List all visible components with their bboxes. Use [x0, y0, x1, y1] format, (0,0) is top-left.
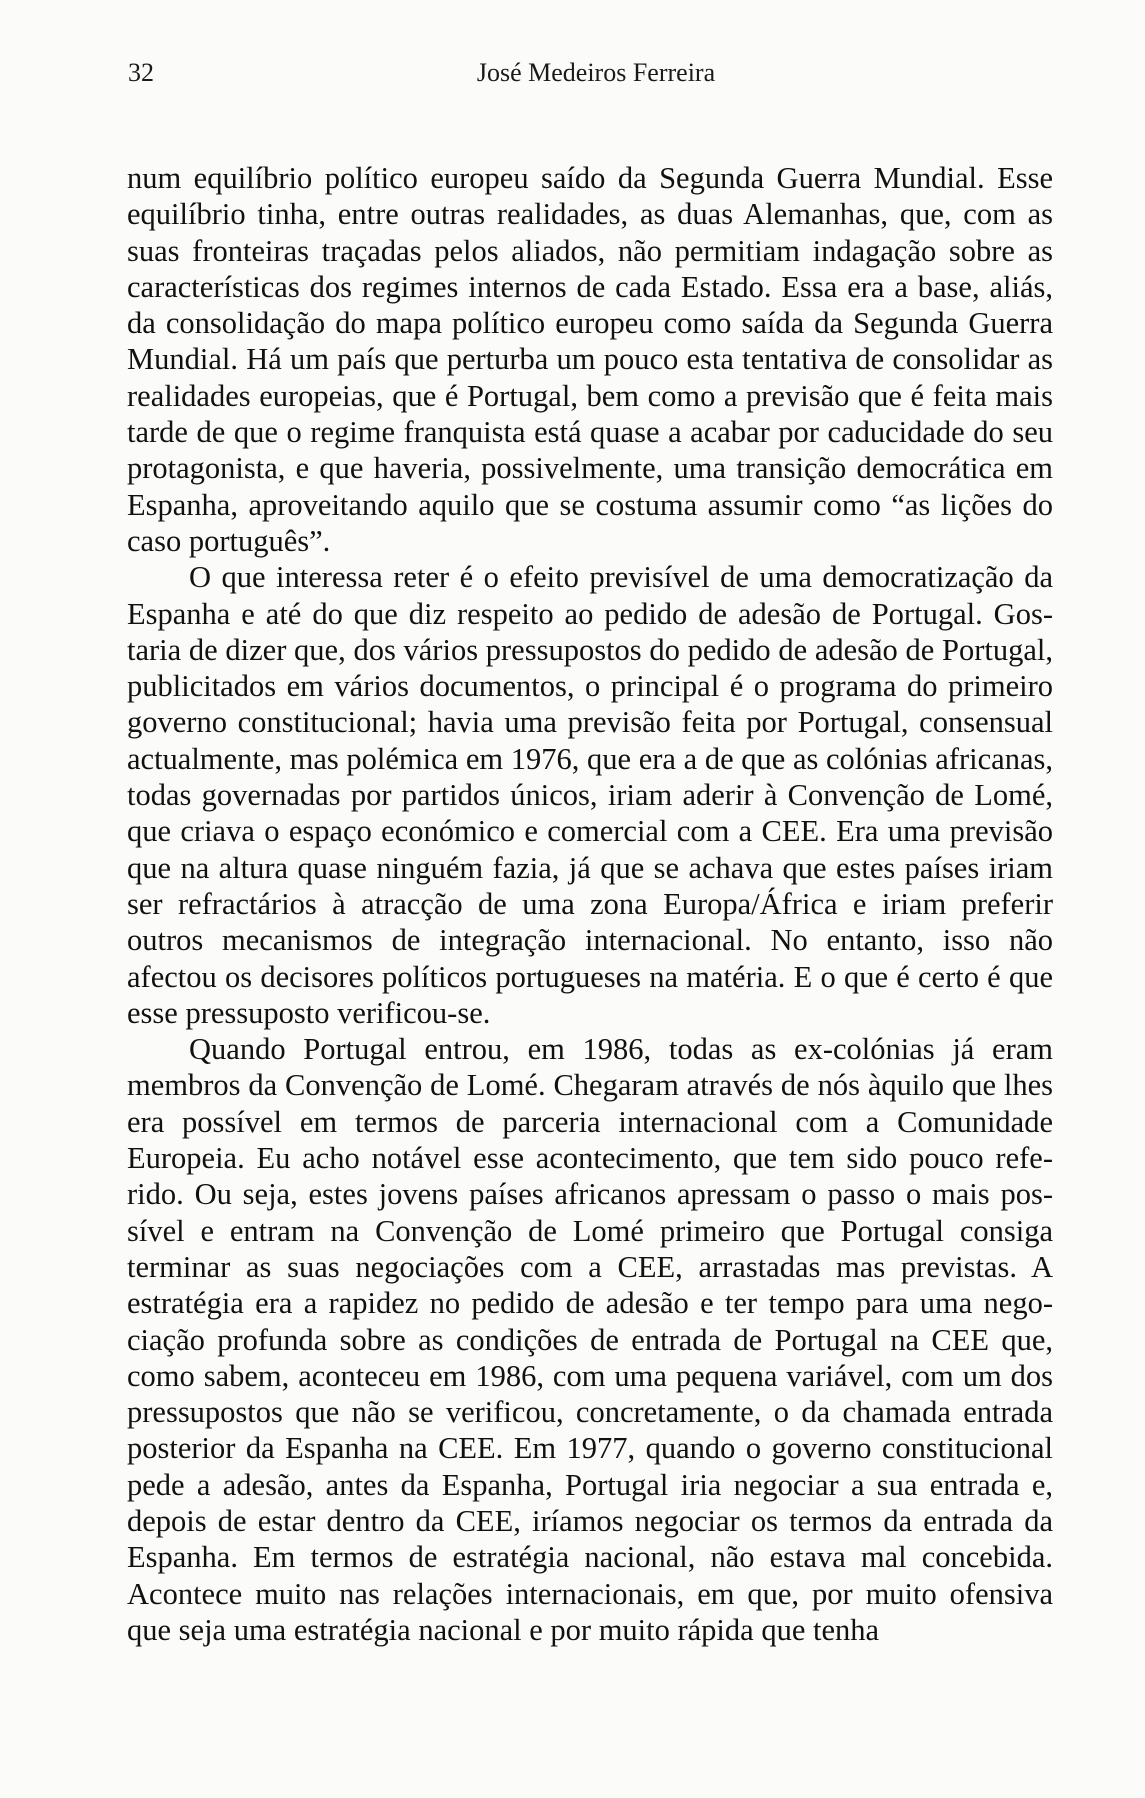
body-text: [127, 160, 1053, 1648]
paragraph-2: O que interessa reter é o efeito previsível de uma democratização da Espanha e até do que diz respeito ao pedido de adesão de Portugal. Gostaria de dizer que, dos vários pressupostos do pedido de adesão de Portugal, publicitados em vários documentos, o principal é o programa do primeiro governo constitucional; havia uma previsão feita por Portugal, consensual actualmente, mas polémica em 1976, que era a de que as colónias africanas, todas governadas por partidos únicos, iriam aderir à Convenção de Lomé, que criava o espaço económico e comercial com a CEE. Era uma previsão que na altura quase ninguém fazia, já que se achava que estes países iriam ser refractários à atracção de uma zona Europa/África e iriam preferir outros mecanismos de integração internacional. No entanto, isso não afectou os decisores políticos portugueses na matéria. E o que é certo é que esse pressuposto verificou-se.: [127, 560, 1053, 1030]
paragraph-3: Quando Portugal entrou, em 1986, todas as ex-colónias já eram membros da Convenção de Lomé. Chegaram através de nós àquilo que lhes era possível em termos de parceria internacional com a Comunidade Europeia. Eu acho notável esse acontecimento, que tem sido pouco referido. Ou seja, estes jovens países africanos apressam o passo o mais possível e entram na Convenção de Lomé primeiro que Portugal consiga terminar as suas negociações com a CEE, arrastadas mas previstas. A estratégia era a rapidez no pedido de adesão e ter tempo para uma negociação profunda sobre as condições de entrada de Portugal na CEE que, como sabem, aconteceu em 1986, com uma pequena variável, com um dos pressupostos que não se verificou, concretamente, o da chamada entrada posterior da Espanha na CEE. Em 1977, quando o governo constitucional pede a adesão, antes da Espanha, Portugal iria negociar a sua entrada e, depois de estar dentro da CEE, iríamos negociar os termos da entrada da Espanha. Em termos de estratégia nacional, não estava mal concebida. Acontece muito nas relações internacionais, em que, por muito ofensiva que seja uma estratégia nacional e por muito rápida que tenha: [127, 1032, 1053, 1647]
running-title: José Medeiros Ferreira: [476, 58, 716, 87]
running-head: [128, 58, 1054, 94]
paragraph-1: num equilíbrio político europeu saído da Segunda Guerra Mundial. Esse equilíbrio tinha, entre outras realidades, as duas Alemanhas, que, com as suas fronteiras traçadas pelos aliados, não permitiam indagação sobre as características dos regimes internos de cada Estado. Essa era a base, aliás, da consolidação do mapa político europeu como saída da Segunda Guerra Mundial. Há um país que perturba um pouco esta tentativa de consolidar as realidades europeias, que é Portugal, bem como a previsão que é feita mais tarde de que o regime franquista está quase a acabar por caducidade do seu protagonista, e que haveria, possivelmente, uma transição democrática em Espanha, aproveitando aquilo que se costuma assumir como “as lições do caso português”.: [127, 161, 1053, 558]
page-number: 32: [128, 58, 154, 87]
